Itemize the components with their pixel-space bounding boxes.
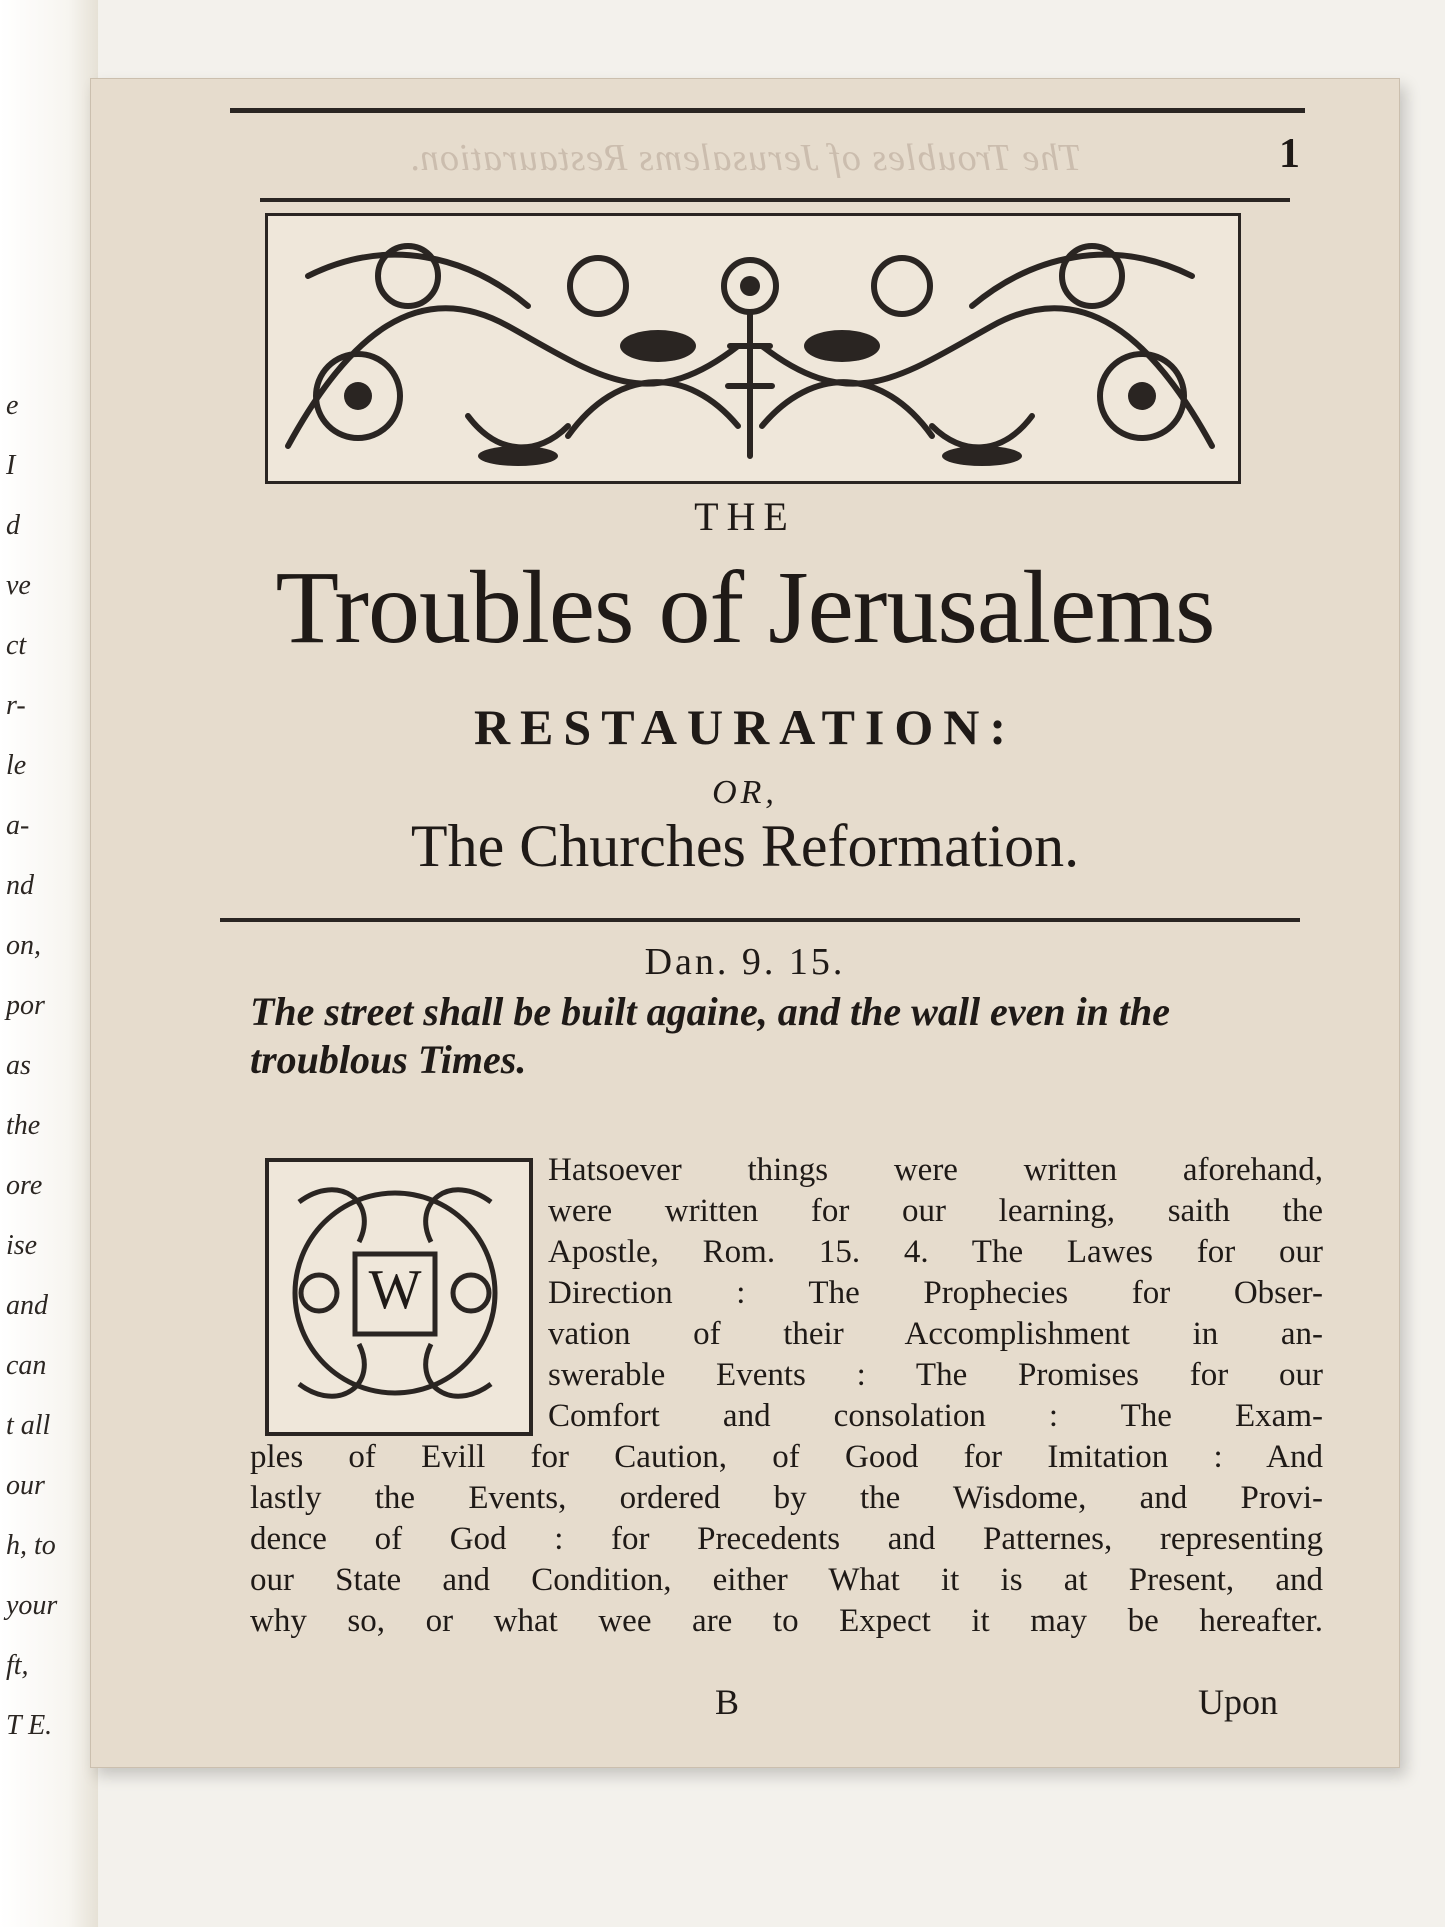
scripture-text: The street shall be built againe, and the wall even in the troublous Times. (250, 989, 1171, 1082)
body-line: lastly the Events, ordered by the Wisdome, and Provi- (250, 1480, 1323, 1516)
book-page (90, 78, 1400, 1768)
left-page-fragment: your (6, 1590, 58, 1621)
left-page-fragment: le (6, 750, 27, 781)
left-page-fragment: ct (6, 630, 27, 661)
title-restauration: RESTAURATION: (473, 699, 1017, 755)
body-line: our State and Condition, either What it is at Present, and (250, 1562, 1323, 1598)
left-page-fragment: d (6, 510, 20, 541)
title-or: OR, (712, 774, 778, 811)
body-line: why so, or what wee are to Expect it may be hereafter. (250, 1603, 1323, 1639)
left-page-fragment: ise (6, 1230, 38, 1261)
running-head: The Troubles of Jerusalems Restauration. (408, 137, 1082, 179)
left-page-fragment: por (6, 990, 45, 1021)
left-page-fragment: on, (6, 930, 41, 961)
left-page-fragment: as (6, 1050, 31, 1081)
body-line: swerable Events : The Promises for our (548, 1357, 1323, 1393)
title-the: THE (694, 494, 796, 539)
body-line: ples of Evill for Caution, of Good for Imitation : And (250, 1439, 1323, 1475)
scripture-reference: Dan. 9. 15. (644, 941, 846, 983)
body-text (90, 78, 1400, 1768)
body-line: Comfort and consolation : The Exam- (548, 1398, 1323, 1434)
left-page-fragment: e (6, 390, 19, 421)
left-page-fragment: our (6, 1470, 45, 1501)
left-page-fragment: and (6, 1290, 48, 1321)
left-page-fragment: I (6, 450, 16, 481)
left-page-fragment: h, to (6, 1530, 56, 1561)
left-page-fragment: ft, (6, 1650, 29, 1681)
catchword: Upon (1198, 1682, 1278, 1722)
left-page-fragment: can (6, 1350, 47, 1381)
left-page-edge (0, 0, 98, 1927)
left-page-fragment: t all (6, 1410, 51, 1441)
left-page-fragment: the (6, 1110, 41, 1141)
left-page-fragment: nd (6, 870, 34, 901)
initial-letter: W (368, 1259, 422, 1321)
body-line: Apostle, Rom. 15. 4. The Lawes for our (548, 1234, 1323, 1270)
body-line: Hatsoever things were written aforehand, (548, 1152, 1323, 1188)
title-main: Troubles of Jerusalems (275, 550, 1215, 665)
left-page-fragment: r- (6, 690, 26, 721)
page-number: 1 (1279, 131, 1300, 177)
left-page-fragment: a- (6, 810, 30, 841)
left-page-fragment: T E. (6, 1710, 53, 1741)
body-line: Direction : The Prophecies for Obser- (548, 1275, 1323, 1311)
title-reformation: The Churches Reformation. (410, 813, 1080, 879)
body-line: vation of their Accomplishment in an- (548, 1316, 1323, 1352)
left-page-fragment: ve (6, 570, 31, 601)
body-line: were written for our learning, saith the (548, 1193, 1323, 1229)
left-page-fragment: ore (6, 1170, 43, 1201)
body-line: dence of God : for Precedents and Patternes, representing (250, 1521, 1323, 1557)
signature-mark: B (715, 1682, 740, 1722)
